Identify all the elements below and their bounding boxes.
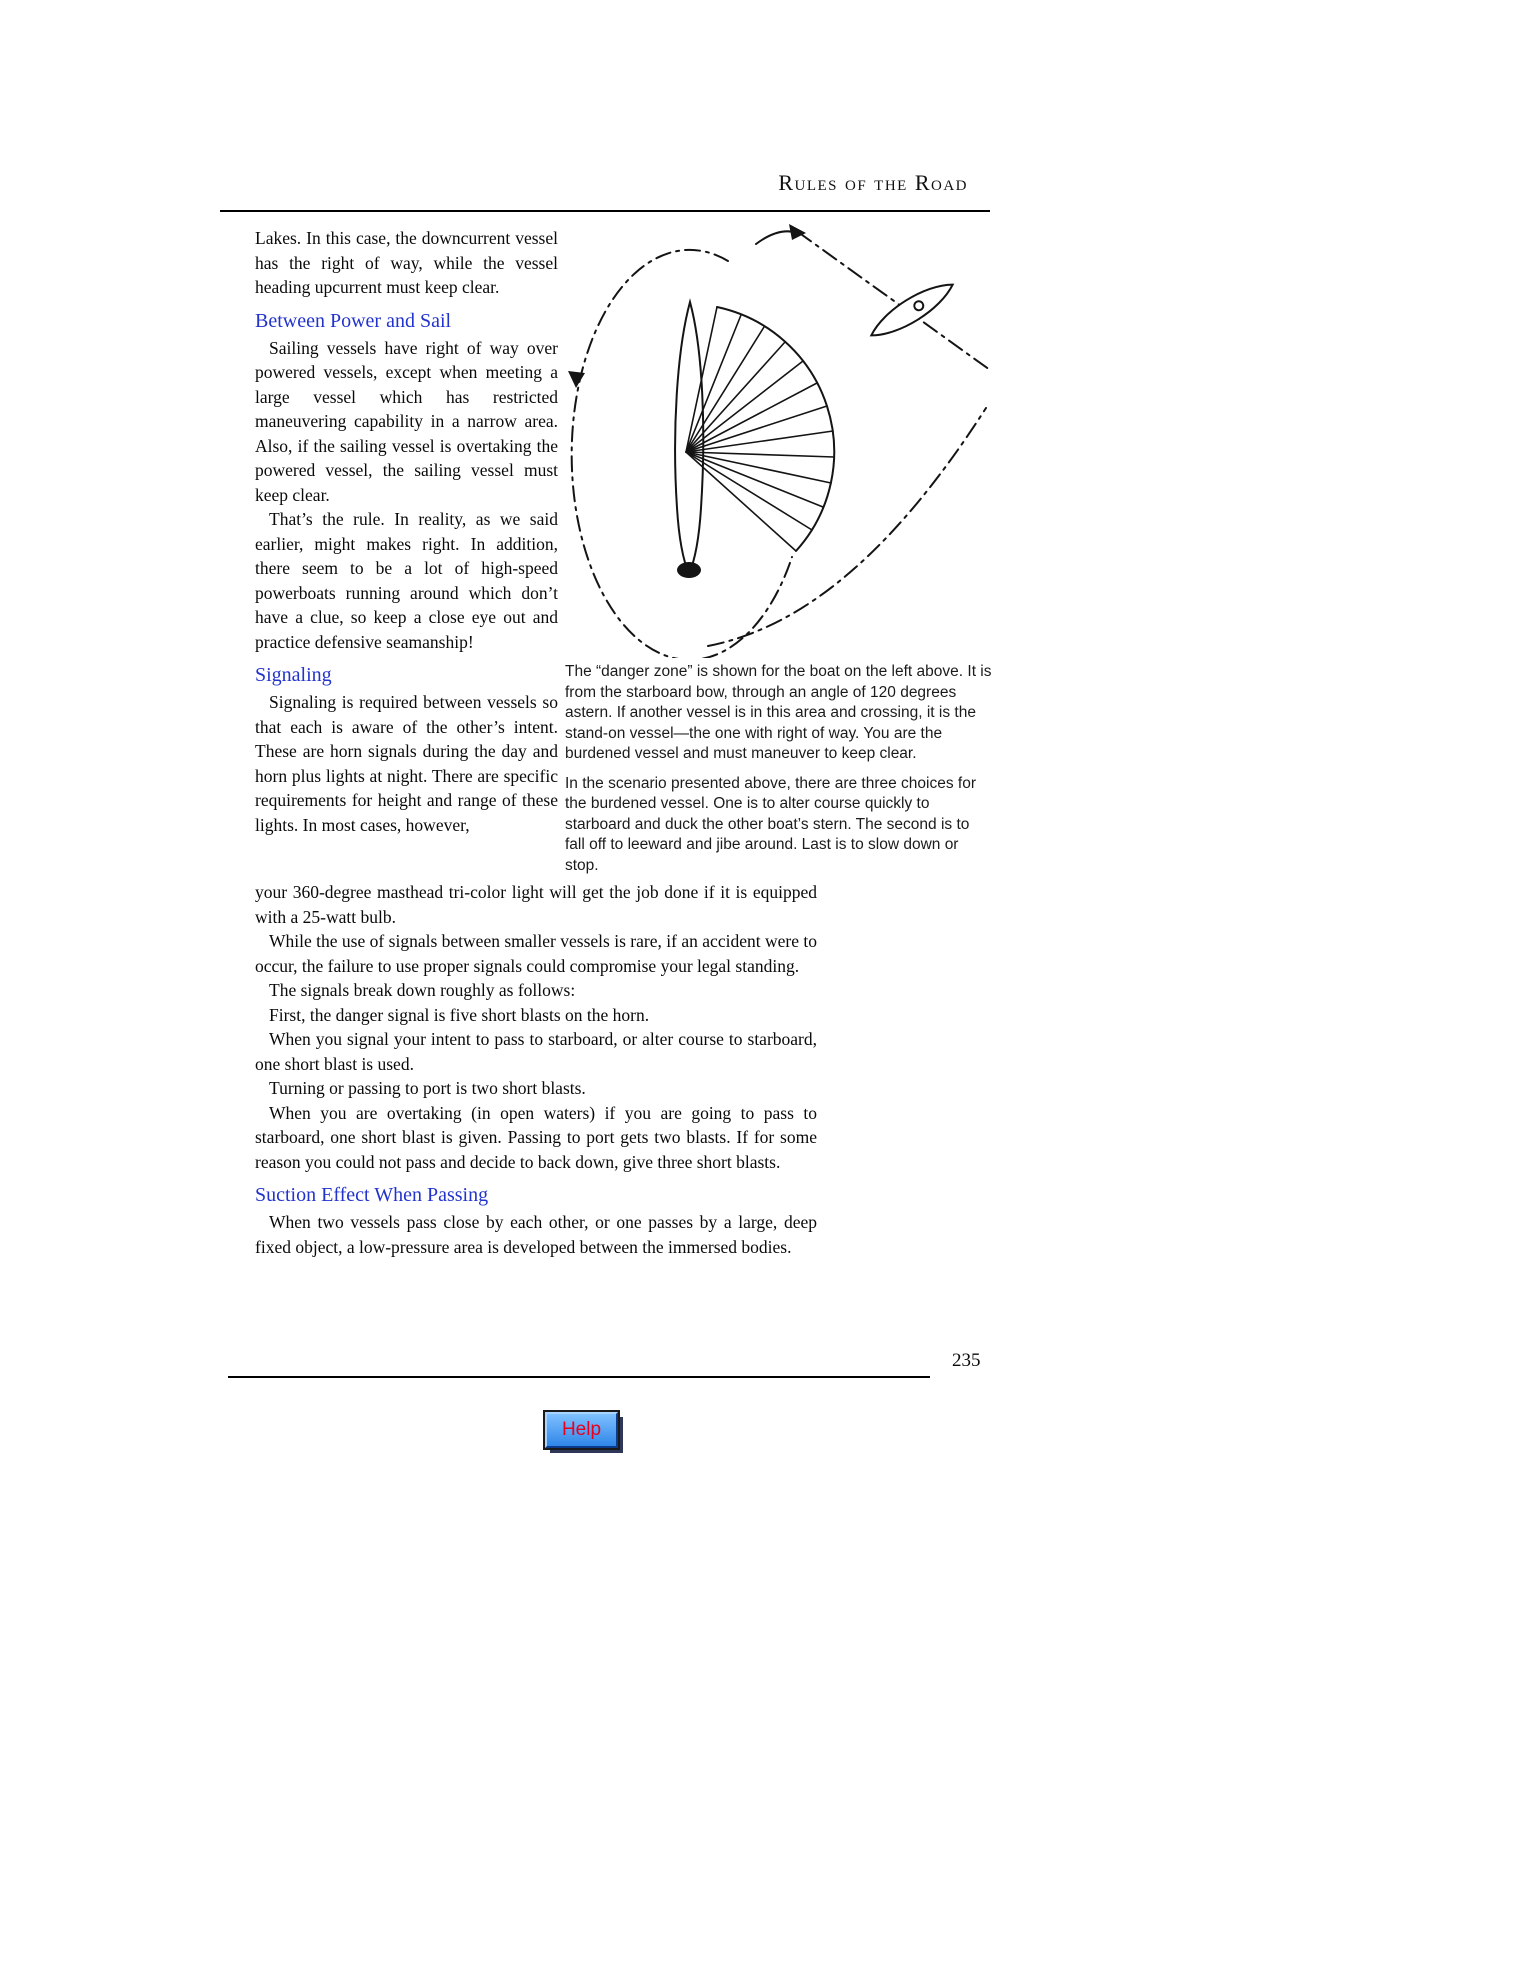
danger-zone-diagram: [560, 222, 990, 658]
figure-caption: [565, 662, 993, 876]
paragraph-signaling-start: Signaling is required between vessels so that each is aware of the other’s intent. These are horn signals during the day and horn plus lights at night. There are specific requirements for height and range of these lights. In most cases, however,: [255, 692, 558, 835]
paragraph-suction: When two vessels pass close by each other, or one passes by a large, deep fixed object, a low-pressure area is developed between the immersed bodies.: [255, 1212, 817, 1257]
paragraph-overtaking: When you are overtaking (in open waters) if you are going to pass to starboard, one short blast is given. Passing to port gets two blasts. If for some reason you could not pass and decide to back down, give three short blasts.: [255, 1102, 817, 1172]
own-boat-stern: [677, 562, 701, 578]
help-button[interactable]: [545, 1412, 618, 1448]
section-heading-signaling: Signaling: [255, 664, 332, 686]
paragraph-pass-port: Turning or passing to port is two short blasts.: [269, 1078, 586, 1098]
caption-paragraph-scenario: In the scenario presented above, there are three choices for the burdened vessel. One is to alter course quickly to starboard and duck the other boat’s stern. The second is to fall off to leeward and jibe around. Last is to slow down or stop.: [565, 774, 976, 874]
danger-zone-arc: [717, 307, 834, 551]
course-line-other-vessel: [798, 232, 990, 370]
paragraph-power-reality: That’s the rule. In reality, as we said earlier, might makes right. In addition, there seem to be a lot of high-speed powerboats running around which don’t have a clue, so keep a close eye out and practice defensive seamanship!: [255, 509, 558, 652]
circle-direction-arrow: [568, 371, 585, 388]
section-heading-between-power-and-sail: Between Power and Sail: [255, 309, 452, 332]
danger-zone-fan: [686, 307, 834, 551]
paragraph-signals-breakdown: The signals break down roughly as follows:: [269, 980, 576, 1000]
paragraph-danger-signal: First, the danger signal is five short blasts on the horn.: [269, 1004, 650, 1025]
header-rule: [220, 210, 990, 212]
paragraph-power-rule: Sailing vessels have right of way over powered vessels, except when meeting a large vessel which has restricted maneuvering capability in a narrow area. Also, if the sailing vessel is overtaking the powered vessel, the sailing vessel must keep clear.: [255, 337, 558, 505]
caption-paragraph-danger-zone: The “danger zone” is shown for the boat on the left above. It is from the starboard bow, through an angle of 120 degrees astern. If another vessel is in this area and crossing, it is the stand-on vessel—the one with right of way. You are the burdened vessel and must maneuver to keep clear.: [565, 663, 992, 762]
paragraph-intro: Lakes. In this case, the downcurrent vessel has the right of way, while the vessel heading upcurrent must keep clear.: [255, 228, 558, 297]
full-width-text-column: [255, 880, 817, 1259]
footer-rule: [228, 1376, 930, 1378]
section-heading-suction-effect: Suction Effect When Passing: [255, 1184, 489, 1206]
page-header-title: Rules of the Road: [778, 170, 968, 195]
top-direction-arrow-head: [789, 224, 806, 240]
paragraph-signaling-end: your 360-degree masthead tri-color light will get the job done if it is equipped with a 25-watt bulb.: [255, 882, 817, 927]
other-boat: [865, 275, 958, 345]
page-number: 235: [952, 1350, 981, 1371]
danger-zone-figure: [560, 222, 990, 658]
left-text-column: [255, 226, 558, 837]
help-button-label: Help: [561, 1419, 602, 1440]
paragraph-pass-starboard: When you signal your intent to pass to starboard, or alter course to starboard, one short blast is used.: [255, 1029, 817, 1074]
paragraph-signals-rare: While the use of signals between smaller vessels is rare, if an accident were to occur, the failure to use proper signals could compromise your legal standing.: [255, 931, 817, 976]
